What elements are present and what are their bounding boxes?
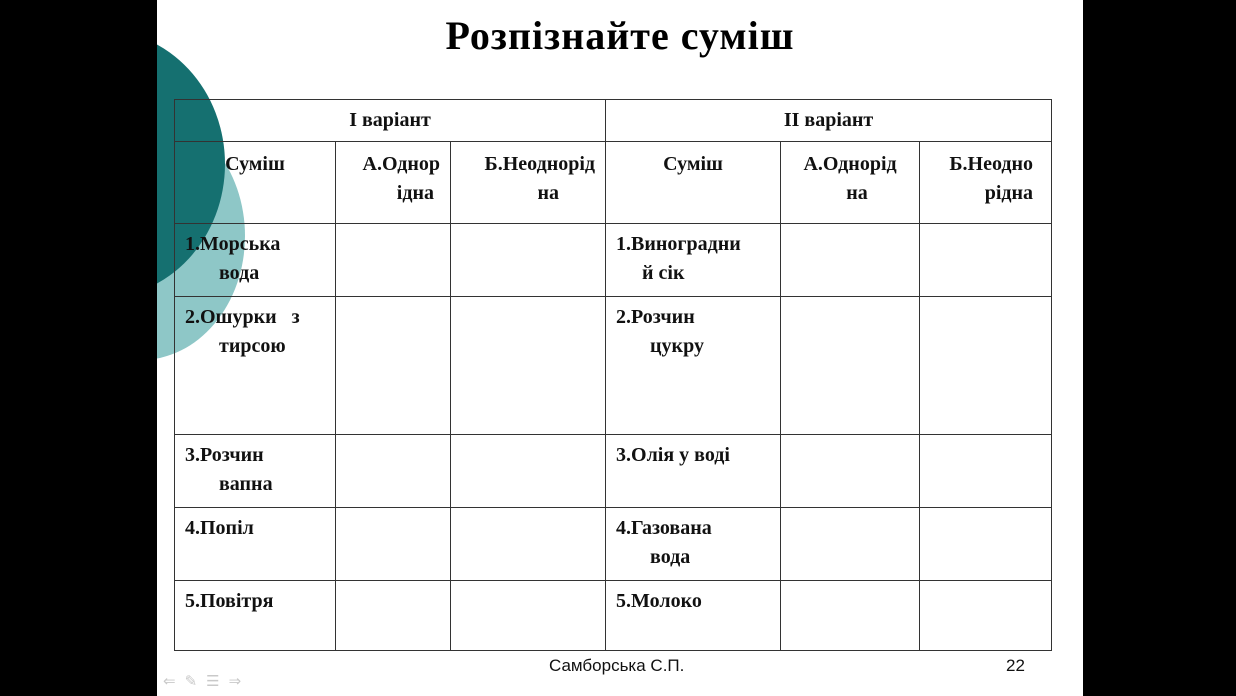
v2-item-3 [606,435,781,508]
answer-cell[interactable] [920,581,1052,651]
answer-cell[interactable] [451,297,606,435]
v1-item-2-l1: 2.Ошурки з [185,306,300,328]
table-row [175,224,1052,297]
col-homogeneous-2-l2: на [846,182,868,204]
answer-cell[interactable] [920,435,1052,508]
v1-item-1-l2: вода [219,262,260,284]
answer-cell[interactable] [336,508,451,581]
slide-title: Розпізнайте суміш [445,13,795,58]
answer-cell[interactable] [336,581,451,651]
v2-item-5 [606,581,781,651]
v2-item-2 [606,297,781,435]
v2-item-1-l1: 1.Виноградни [616,233,741,255]
col-mixture-1 [175,142,336,224]
col-homogeneous-1 [336,142,451,224]
pen-icon[interactable]: ✎ [184,672,198,690]
back-arrow-icon[interactable]: ⇐ [163,672,176,690]
answer-cell[interactable] [781,297,920,435]
footer-author: Самборська С.П. [549,656,685,675]
col-heterogeneous-1-l2: на [537,182,560,204]
v2-item-4-l1: 4.Газована [616,517,712,539]
col-heterogeneous-2-l2: рідна [984,182,1034,204]
v1-item-1-l1: 1.Морська [185,233,281,255]
v1-item-3-l2: вапна [219,473,273,495]
slide [157,0,1083,696]
answer-cell[interactable] [920,297,1052,435]
forward-arrow-icon[interactable]: ⇒ [228,672,242,690]
v2-item-5-l1: 5.Молоко [616,590,702,612]
col-heterogeneous-2-l1: Б.Неодно [949,153,1034,175]
answer-cell[interactable] [336,224,451,297]
variant1-header: І варіант [175,100,606,142]
v1-item-3-l1: 3.Розчин [185,444,264,466]
v1-item-2-l2: тирсою [219,335,286,357]
answer-cell[interactable] [451,581,606,651]
col-heterogeneous-1 [451,142,606,224]
v1-item-5-l1: 5.Повітря [185,590,274,612]
table-row [175,508,1052,581]
slide-nav [163,672,241,690]
answer-cell[interactable] [920,224,1052,297]
col-homogeneous-2-l1: А.Однорід [803,153,897,175]
v1-item-5 [175,581,336,651]
answer-cell[interactable] [781,508,920,581]
v2-item-3-l1: 3.Олія у воді [616,444,730,466]
v1-item-4-l1: 4.Попіл [185,517,254,539]
col-mixture-2 [606,142,781,224]
v2-item-2-l2: цукру [650,335,704,357]
menu-icon[interactable]: ☰ [206,672,220,690]
v1-item-3 [175,435,336,508]
v2-item-4-l2: вода [650,546,691,568]
answer-cell[interactable] [336,435,451,508]
col-mixture-2-label: Суміш [663,153,723,175]
col-heterogeneous-1-l1: Б.Неоднорід [484,153,596,175]
v2-item-1-l2: й сік [642,262,685,284]
v2-item-2-l1: 2.Розчин [616,306,695,328]
col-mixture-1-label: Суміш [225,153,285,175]
col-homogeneous-1-l2: ідна [396,182,434,204]
v2-item-1 [606,224,781,297]
v1-item-2 [175,297,336,435]
page-number: 22 [1006,656,1025,675]
answer-cell[interactable] [781,435,920,508]
variant2-header: ІІ варіант [606,100,1052,142]
col-heterogeneous-2 [920,142,1052,224]
v1-item-1 [175,224,336,297]
mixtures-table [174,99,1052,651]
col-homogeneous-1-l1: А.Однор [362,153,440,175]
v1-item-4 [175,508,336,581]
table-row [175,297,1052,435]
answer-cell[interactable] [451,435,606,508]
answer-cell[interactable] [451,224,606,297]
answer-cell[interactable] [451,508,606,581]
v2-item-4 [606,508,781,581]
table-row [175,435,1052,508]
answer-cell[interactable] [336,297,451,435]
table-row [175,581,1052,651]
answer-cell[interactable] [781,581,920,651]
answer-cell[interactable] [781,224,920,297]
col-homogeneous-2 [781,142,920,224]
answer-cell[interactable] [920,508,1052,581]
